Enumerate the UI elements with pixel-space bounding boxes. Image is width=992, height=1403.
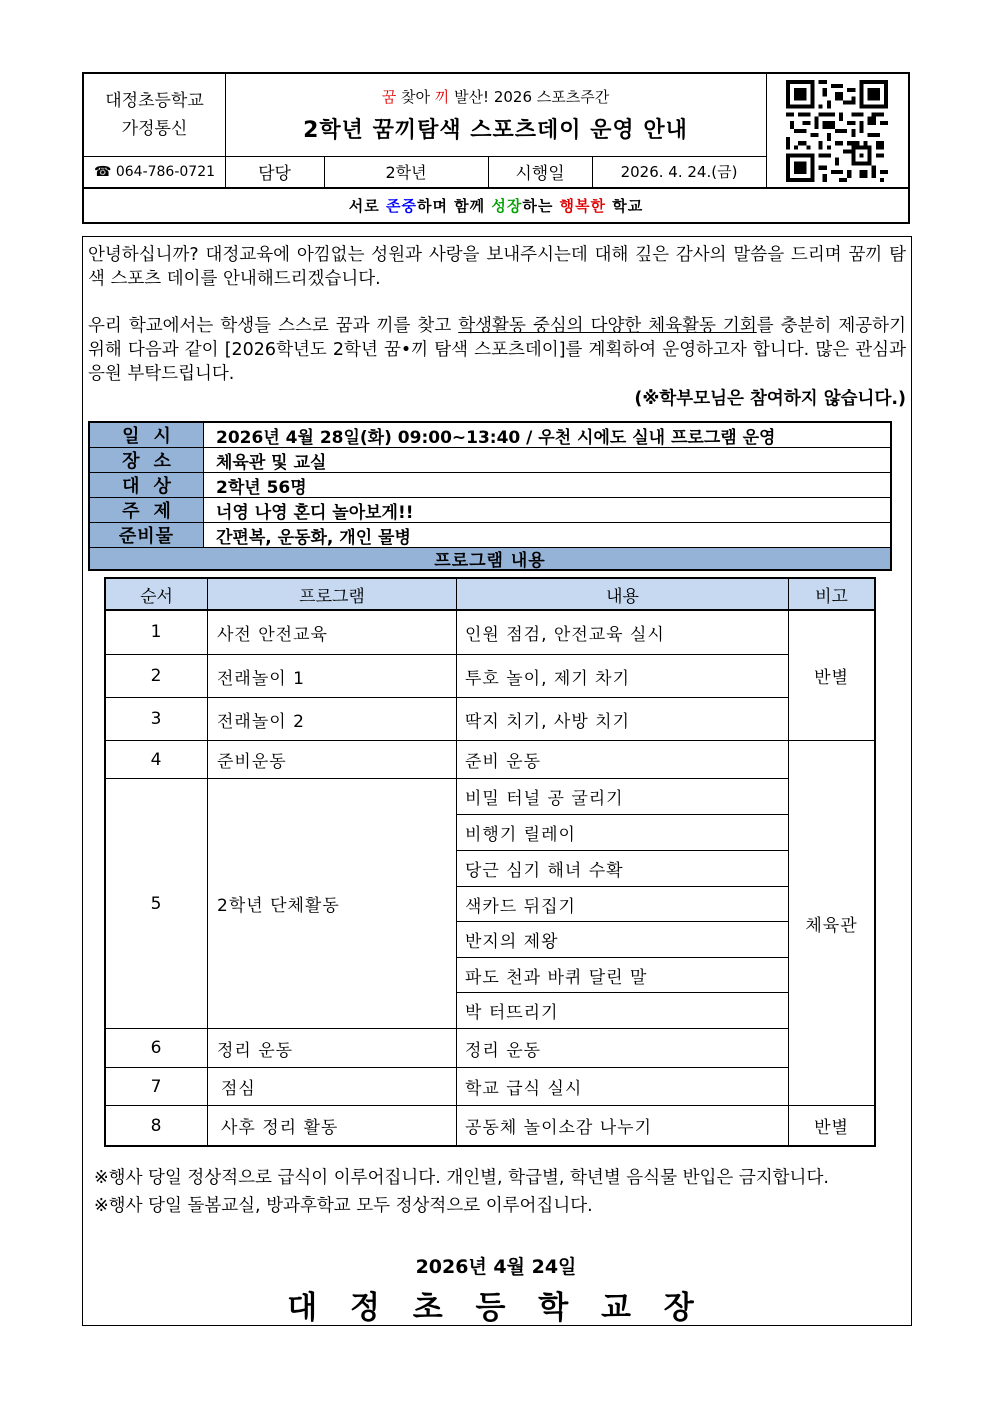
date-label: 시행일 bbox=[515, 164, 565, 184]
info-label-theme: 주제 bbox=[90, 498, 203, 522]
info-label-target: 대상 bbox=[90, 473, 203, 497]
purpose-underlined: 학생활동 중심의 다양한 체육활동 기회 bbox=[458, 316, 757, 336]
manager-value: 2학년 bbox=[385, 163, 427, 182]
kicker-talent: 끼 bbox=[434, 88, 450, 106]
row-4-order: 4 bbox=[150, 749, 163, 770]
remark-gym: 체육관 bbox=[805, 915, 858, 936]
motto-segment: 행복한 bbox=[559, 196, 607, 215]
row-5-content-2: 비행기 릴레이 bbox=[465, 825, 576, 845]
row-3-program: 전래놀이 2 bbox=[217, 711, 305, 732]
row-2-order: 2 bbox=[150, 666, 163, 686]
motto-segment: 서로 bbox=[348, 196, 386, 215]
row-7-content: 학교 급식 실시 bbox=[465, 1079, 583, 1099]
school-motto bbox=[84, 188, 908, 222]
event-kicker bbox=[382, 86, 609, 107]
info-label-datetime: 일시 bbox=[90, 423, 203, 447]
remark-classes-2: 반별 bbox=[814, 1118, 849, 1138]
title-block bbox=[225, 74, 766, 156]
row-6-content: 정리 운동 bbox=[465, 1040, 542, 1061]
program-table bbox=[104, 577, 876, 1147]
row-5-content-4: 색카드 뒤집기 bbox=[465, 896, 576, 917]
row-2-program: 전래놀이 1 bbox=[217, 668, 305, 689]
purpose-paragraph bbox=[88, 314, 906, 386]
col-header-program: 프로그램 bbox=[208, 579, 456, 609]
motto-segment: 하며 함께 bbox=[416, 196, 492, 215]
row-3-content: 딱지 치기, 사방 치기 bbox=[465, 711, 630, 732]
info-value-datetime: 2026년 4월 28일(화) 09:00~13:40 / 우천 시에도 실내 프로그램 운영 bbox=[216, 427, 776, 448]
info-label-place: 장소 bbox=[90, 448, 203, 472]
remark-classes-1: 반별 bbox=[814, 667, 849, 688]
kicker-text-1: 찾아 bbox=[396, 88, 435, 106]
row-5-content-6: 파도 천과 바퀴 달린 말 bbox=[465, 967, 648, 988]
kicker-dream: 꿈 bbox=[381, 88, 397, 106]
date-value: 2026. 4. 24.(금) bbox=[620, 163, 738, 181]
row-6-order: 6 bbox=[150, 1038, 163, 1058]
program-heading: 프로그램 내용 bbox=[90, 548, 890, 569]
qr-code bbox=[766, 74, 908, 187]
school-block bbox=[84, 74, 225, 156]
row-4-content: 준비 운동 bbox=[465, 752, 542, 772]
manager-label: 담당 bbox=[258, 164, 291, 184]
row-8-content: 공동체 놀이소감 나누기 bbox=[465, 1118, 653, 1138]
care-class-note: ※행사 당일 돌봄교실, 방과후학교 모두 정상적으로 이루어집니다. bbox=[94, 1196, 593, 1216]
newsletter-header bbox=[82, 72, 910, 224]
row-3-order: 3 bbox=[150, 709, 163, 729]
info-value-target: 2학년 56명 bbox=[216, 477, 307, 498]
row-1-content: 인원 점검, 안전교육 실시 bbox=[465, 624, 665, 645]
row-8-program: 사후 정리 활동 bbox=[221, 1118, 339, 1138]
row-5-order: 5 bbox=[150, 893, 163, 914]
motto-segment: 학교 bbox=[606, 196, 644, 215]
col-header-order: 순서 bbox=[106, 579, 207, 609]
row-5-program: 2학년 단체활동 bbox=[217, 896, 340, 916]
school-name: 대정초등학교 bbox=[105, 91, 204, 111]
info-value-place: 체육관 및 교실 bbox=[216, 452, 327, 473]
school-phone: ☎ 064-786-0721 bbox=[93, 163, 216, 180]
purpose-text-2: 를 충분히 제공하기 위해 다음과 같이 [2026학년도 2학년 꿈•끼 탐색 스포츠데이]를 계획하여 운영하고자 합니다. 많은 관심과 응원 부탁드립니다. bbox=[88, 316, 906, 384]
row-5-content-5: 반지의 제왕 bbox=[465, 932, 559, 952]
row-5-content-3: 당근 심기 해녀 수확 bbox=[465, 861, 624, 881]
col-header-content: 내용 bbox=[457, 579, 788, 609]
purpose-text-1: 우리 학교에서는 학생들 스스로 꿈과 끼를 찾고 bbox=[88, 316, 459, 336]
row-8-order: 8 bbox=[150, 1115, 163, 1136]
motto-segment: 성장 bbox=[491, 196, 523, 215]
info-value-theme: 너영 나영 혼디 놀아보게!! bbox=[216, 502, 414, 523]
row-7-order: 7 bbox=[150, 1076, 163, 1097]
row-1-program: 사전 안전교육 bbox=[217, 624, 328, 645]
qr-code-icon bbox=[786, 80, 888, 182]
col-header-remark: 비고 bbox=[789, 579, 874, 609]
motto-segment: 하는 bbox=[522, 196, 560, 215]
row-5-content-7: 박 터뜨리기 bbox=[465, 1003, 559, 1023]
parents-note: (※학부모님은 참여하지 않습니다.) bbox=[634, 389, 906, 409]
motto-segment: 존중 bbox=[385, 196, 417, 215]
greeting-paragraph: 안녕하십니까? 대정교육에 아낌없는 성원과 사랑을 보내주시는데 대해 깊은 감사의 말씀을 드리며 꿈끼 탐색 스포츠 데이를 안내해드리겠습니다. bbox=[88, 245, 906, 289]
info-label-supplies: 준비물 bbox=[90, 523, 203, 547]
lunch-note: ※행사 당일 정상적으로 급식이 이루어집니다. 개인별, 학급별, 학년별 음식물 반입은 금지합니다. bbox=[94, 1168, 829, 1188]
page-title: 2학년 꿈끼탐색 스포츠데이 운영 안내 bbox=[303, 118, 688, 143]
row-6-program: 정리 운동 bbox=[217, 1040, 294, 1061]
row-2-content: 투호 놀이, 제기 차기 bbox=[465, 668, 630, 689]
row-1-order: 1 bbox=[150, 622, 163, 642]
principal-signature: 대 정 초 등 학 교 장 bbox=[287, 1290, 705, 1326]
info-value-supplies: 간편복, 운동화, 개인 물병 bbox=[216, 527, 411, 548]
row-4-program: 준비운동 bbox=[217, 752, 287, 772]
kicker-text-2: 발산! 2026 스포츠주간 bbox=[449, 88, 610, 106]
newsletter-label: 가정통신 bbox=[121, 119, 188, 139]
issue-date: 2026년 4월 24일 bbox=[415, 1256, 577, 1278]
row-7-program: 점심 bbox=[221, 1079, 256, 1099]
event-info-table bbox=[88, 421, 892, 571]
row-5-content-1: 비밀 터널 공 굴리기 bbox=[465, 789, 624, 809]
